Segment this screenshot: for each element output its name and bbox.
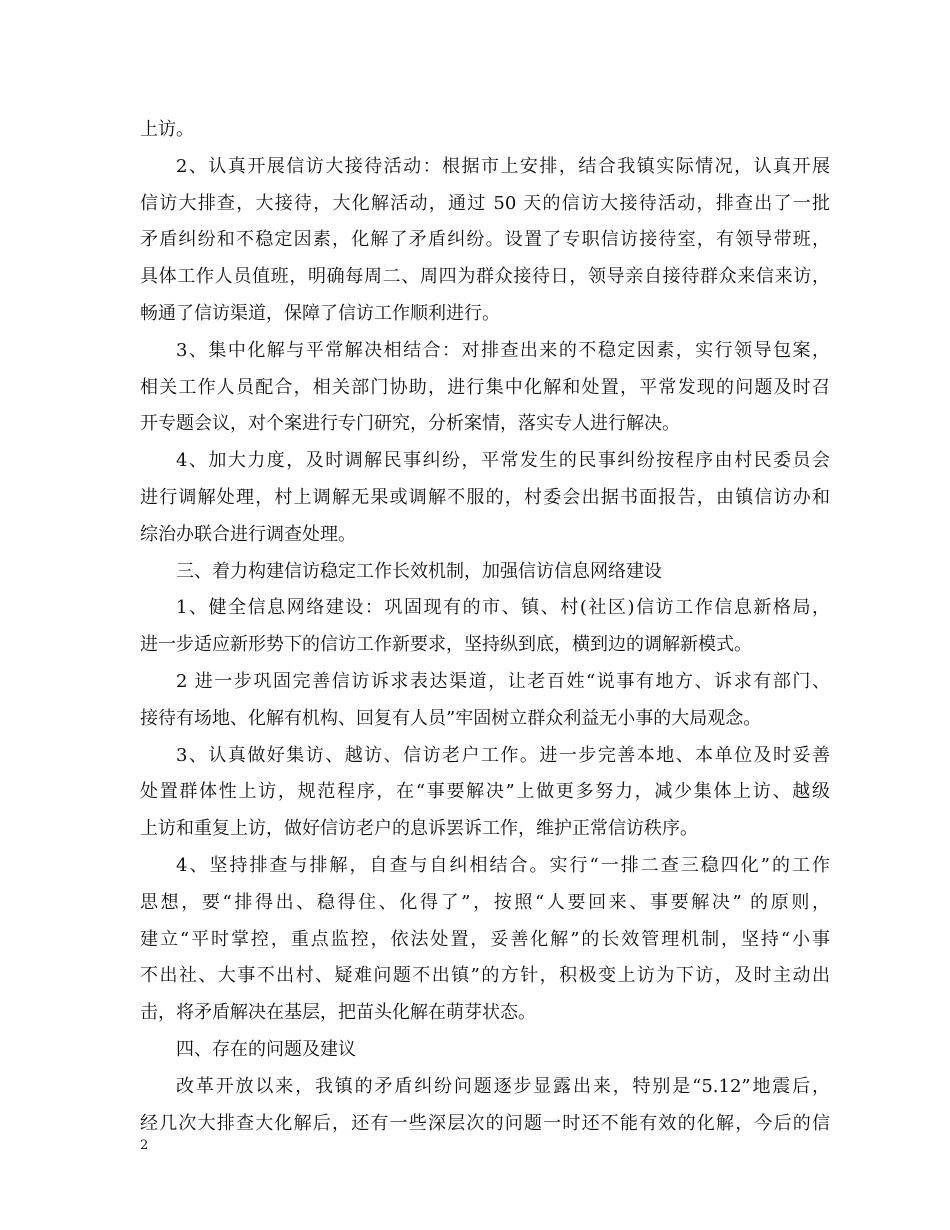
- text-line: 三、着力构建信访稳定工作长效机制，加强信访信息网络建设: [176, 560, 662, 582]
- text-line: 建立“平时掌控，重点监控，依法处置，妥善化解”的长效管理机制，坚持“小事: [140, 928, 830, 950]
- text-line: 3、认真做好集访、越访、信访老户工作。进一步完善本地、本单位及时妥善: [176, 744, 830, 766]
- body-text: [140, 112, 830, 1142]
- text-line: 开专题会议，对个案进行专门研究，分析案情，落实专人进行解决。: [140, 413, 680, 435]
- text-line: 进一步适应新形势下的信访工作新要求，坚持纵到底，横到边的调解新模式。: [140, 634, 752, 656]
- text-line: 相关工作人员配合，相关部门协助，进行集中化解和处置，平常发现的问题及时召: [140, 376, 830, 398]
- text-line: 3、集中化解与平常解决相结合：对排查出来的不稳定因素，实行领导包案，: [176, 339, 830, 361]
- text-line: 不出社、大事不出村、疑难问题不出镇”的方针，积极变上访为下访，及时主动出: [140, 965, 830, 987]
- text-line: 思想，要“排得出、稳得住、化得了”，按照“人要回来、事要解决” 的原则，: [140, 891, 830, 913]
- text-line: 经几次大排查大化解后，还有一些深层次的问题一时还不能有效的化解，今后的信: [140, 1112, 830, 1134]
- text-line: 处置群体性上访，规范程序，在“事要解决”上做更多努力，减少集体上访、越级: [140, 781, 830, 803]
- text-line: 2 进一步巩固完善信访诉求表达渠道，让老百姓“说事有地方、诉求有部门、: [176, 670, 830, 692]
- text-line: 具体工作人员值班，明确每周二、周四为群众接待日，领导亲自接待群众来信来访，: [140, 266, 830, 288]
- text-line: 4、加大力度，及时调解民事纠纷，平常发生的民事纠纷按程序由村民委员会: [176, 450, 830, 472]
- text-line: 畅通了信访渠道，保障了信访工作顺利进行。: [140, 302, 500, 324]
- text-line: 上访。: [140, 119, 194, 140]
- text-line: 进行调解处理，村上调解无果或调解不服的，村委会出据书面报告，由镇信访办和: [140, 486, 830, 508]
- text-line: 接待有场地、化解有机构、回复有人员”牢固树立群众利益无小事的大局观念。: [140, 707, 762, 729]
- text-line: 1、健全信息网络建设：巩固现有的市、镇、村(社区)信访工作信息新格局，: [176, 597, 830, 619]
- text-line: 击，将矛盾解决在基层，把苗头化解在萌芽状态。: [140, 1002, 536, 1024]
- page-number: 2: [140, 1138, 149, 1153]
- text-line: 上访和重复上访，做好信访老户的息诉罢诉工作，维护正常信访秩序。: [140, 818, 698, 840]
- text-line: 综治办联合进行调查处理。: [140, 523, 356, 545]
- text-line: 改革开放以来，我镇的矛盾纠纷问题逐步显露出来，特别是“5.12”地震后，: [176, 1075, 830, 1097]
- text-line: 矛盾纠纷和不稳定因素，化解了矛盾纠纷。设置了专职信访接待室，有领导带班，: [140, 229, 830, 251]
- text-line: 2、认真开展信访大接待活动：根据市上安排，结合我镇实际情况，认真开展: [176, 155, 830, 177]
- text-line: 4、坚持排查与排解，自查与自纠相结合。实行“一排二查三稳四化”的工作: [176, 854, 830, 876]
- text-line: 信访大排查，大接待，大化解活动，通过 50 天的信访大接待活动，排查出了一批: [140, 192, 830, 214]
- text-line: 四、存在的问题及建议: [176, 1038, 356, 1060]
